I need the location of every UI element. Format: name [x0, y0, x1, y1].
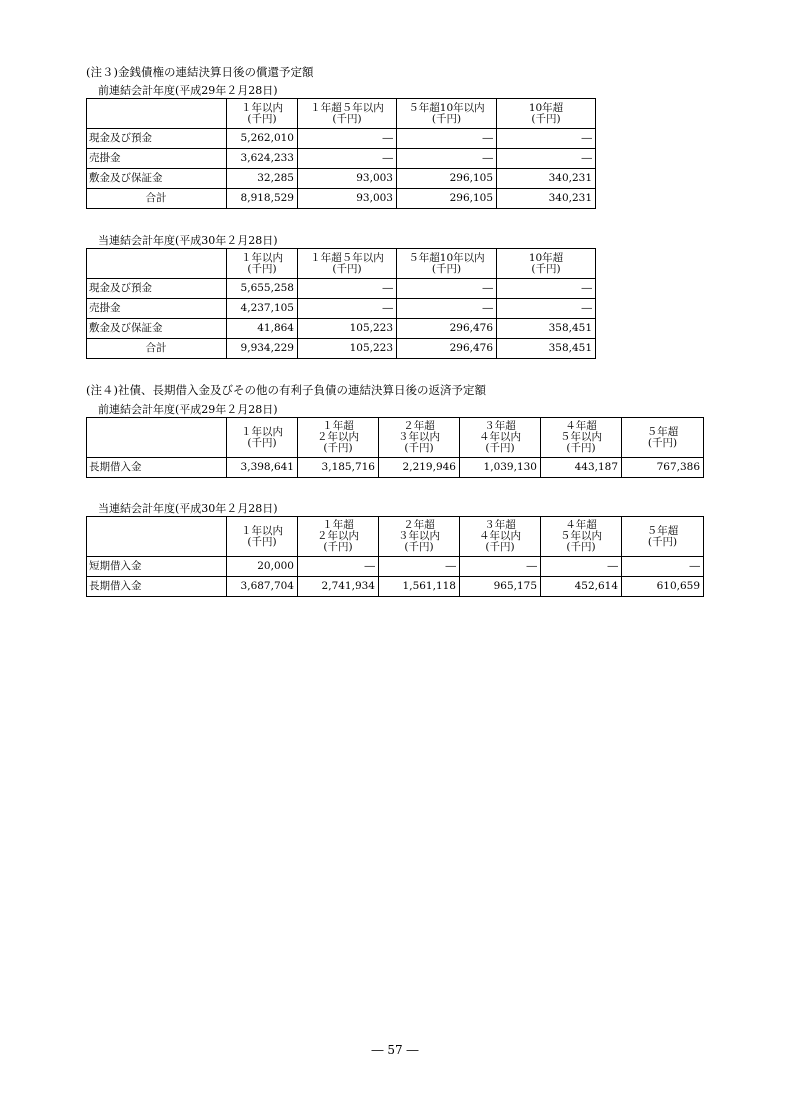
- cell-value: ―: [397, 279, 497, 299]
- cell-value: ―: [397, 299, 497, 319]
- note3-curr-period: 当連結会計年度(平成30年２月28日): [98, 234, 278, 247]
- cell-value: ―: [497, 129, 596, 149]
- note3-prev-table: [86, 98, 596, 209]
- cell-value: ―: [298, 557, 379, 577]
- header-cell: １年超 ２年以内 (千円): [298, 418, 379, 458]
- header-cell: ３年超 ４年以内 (千円): [460, 418, 541, 458]
- header-cell: １年超 ２年以内 (千円): [298, 517, 379, 557]
- row-label: 合計: [87, 339, 227, 359]
- cell-value: 2,219,946: [379, 458, 460, 478]
- header-cell: ４年超 ５年以内 (千円): [541, 517, 622, 557]
- note4-curr-period: 当連結会計年度(平成30年２月28日): [98, 502, 278, 515]
- cell-value: 340,231: [497, 169, 596, 189]
- cell-value: ―: [397, 129, 497, 149]
- header-blank: [87, 517, 227, 557]
- cell-value: 3,687,704: [227, 577, 298, 597]
- table-row: [87, 129, 596, 149]
- header-cell: ５年超 (千円): [622, 418, 704, 458]
- note4-title: (注４)社債、長期借入金及びその他の有利子負債の連結決算日後の返済予定額: [86, 383, 486, 397]
- table-row: [87, 458, 704, 478]
- header-cell: ２年超 ３年以内 (千円): [379, 517, 460, 557]
- cell-value: 4,237,105: [227, 299, 298, 319]
- cell-value: ―: [541, 557, 622, 577]
- table-row: [87, 149, 596, 169]
- cell-value: ―: [497, 279, 596, 299]
- note4-prev-period: 前連結会計年度(平成29年２月28日): [98, 403, 278, 416]
- table-row: [87, 577, 704, 597]
- cell-value: 296,476: [397, 319, 497, 339]
- header-cell: 10年超 (千円): [497, 99, 596, 129]
- note4-prev-table: [86, 417, 704, 478]
- row-label: 現金及び預金: [87, 129, 227, 149]
- cell-value: ―: [460, 557, 541, 577]
- row-label: 敷金及び保証金: [87, 319, 227, 339]
- header-cell: １年超５年以内 (千円): [298, 249, 397, 279]
- cell-value: ―: [298, 279, 397, 299]
- header-blank: [87, 418, 227, 458]
- row-label: 売掛金: [87, 299, 227, 319]
- cell-value: 105,223: [298, 339, 397, 359]
- cell-value: ―: [497, 299, 596, 319]
- cell-value: 1,561,118: [379, 577, 460, 597]
- cell-value: 93,003: [298, 169, 397, 189]
- note4-curr-table: [86, 516, 704, 597]
- header-cell: １年超５年以内 (千円): [298, 99, 397, 129]
- cell-value: 105,223: [298, 319, 397, 339]
- cell-value: 5,655,258: [227, 279, 298, 299]
- row-label: 売掛金: [87, 149, 227, 169]
- header-cell: １年以内 (千円): [227, 418, 298, 458]
- cell-value: 32,285: [227, 169, 298, 189]
- cell-value: 93,003: [298, 189, 397, 209]
- row-label: 敷金及び保証金: [87, 169, 227, 189]
- row-label: 長期借入金: [87, 458, 227, 478]
- note3-prev-period: 前連結会計年度(平成29年２月28日): [98, 84, 278, 97]
- cell-value: ―: [298, 149, 397, 169]
- table-row: [87, 169, 596, 189]
- header-blank: [87, 249, 227, 279]
- cell-value: 610,659: [622, 577, 704, 597]
- cell-value: 9,934,229: [227, 339, 298, 359]
- header-cell: ４年超 ５年以内 (千円): [541, 418, 622, 458]
- row-label: 現金及び預金: [87, 279, 227, 299]
- cell-value: 8,918,529: [227, 189, 298, 209]
- cell-value: 2,741,934: [298, 577, 379, 597]
- row-label: 合計: [87, 189, 227, 209]
- cell-value: 3,398,641: [227, 458, 298, 478]
- header-cell: ５年超10年以内 (千円): [397, 99, 497, 129]
- cell-value: ―: [379, 557, 460, 577]
- cell-value: 358,451: [497, 339, 596, 359]
- header-cell: １年以内 (千円): [227, 517, 298, 557]
- row-label: 短期借入金: [87, 557, 227, 577]
- cell-value: 358,451: [497, 319, 596, 339]
- table-row-total: [87, 189, 596, 209]
- cell-value: 20,000: [227, 557, 298, 577]
- cell-value: 452,614: [541, 577, 622, 597]
- cell-value: ―: [298, 129, 397, 149]
- note3-curr-table: [86, 248, 596, 359]
- header-cell: 10年超 (千円): [497, 249, 596, 279]
- cell-value: ―: [497, 149, 596, 169]
- header-cell: ２年超 ３年以内 (千円): [379, 418, 460, 458]
- cell-value: 1,039,130: [460, 458, 541, 478]
- table-row: [87, 319, 596, 339]
- header-blank: [87, 99, 227, 129]
- row-label: 長期借入金: [87, 577, 227, 597]
- cell-value: 3,185,716: [298, 458, 379, 478]
- cell-value: ―: [622, 557, 704, 577]
- header-cell: ３年超 ４年以内 (千円): [460, 517, 541, 557]
- cell-value: 5,262,010: [227, 129, 298, 149]
- header-cell: １年以内 (千円): [227, 249, 298, 279]
- cell-value: 443,187: [541, 458, 622, 478]
- table-row: [87, 299, 596, 319]
- cell-value: 41,864: [227, 319, 298, 339]
- cell-value: 340,231: [497, 189, 596, 209]
- cell-value: 3,624,233: [227, 149, 298, 169]
- cell-value: 767,386: [622, 458, 704, 478]
- page-number: ― 57 ―: [371, 1043, 419, 1057]
- cell-value: 296,476: [397, 339, 497, 359]
- table-row: [87, 279, 596, 299]
- cell-value: ―: [298, 299, 397, 319]
- cell-value: ―: [397, 149, 497, 169]
- cell-value: 965,175: [460, 577, 541, 597]
- note3-title: (注３)金銭債権の連結決算日後の償還予定額: [86, 65, 314, 79]
- header-cell: ５年超10年以内 (千円): [397, 249, 497, 279]
- header-cell: ５年超 (千円): [622, 517, 704, 557]
- table-row: [87, 557, 704, 577]
- cell-value: 296,105: [397, 189, 497, 209]
- table-row-total: [87, 339, 596, 359]
- cell-value: 296,105: [397, 169, 497, 189]
- header-cell: １年以内 (千円): [227, 99, 298, 129]
